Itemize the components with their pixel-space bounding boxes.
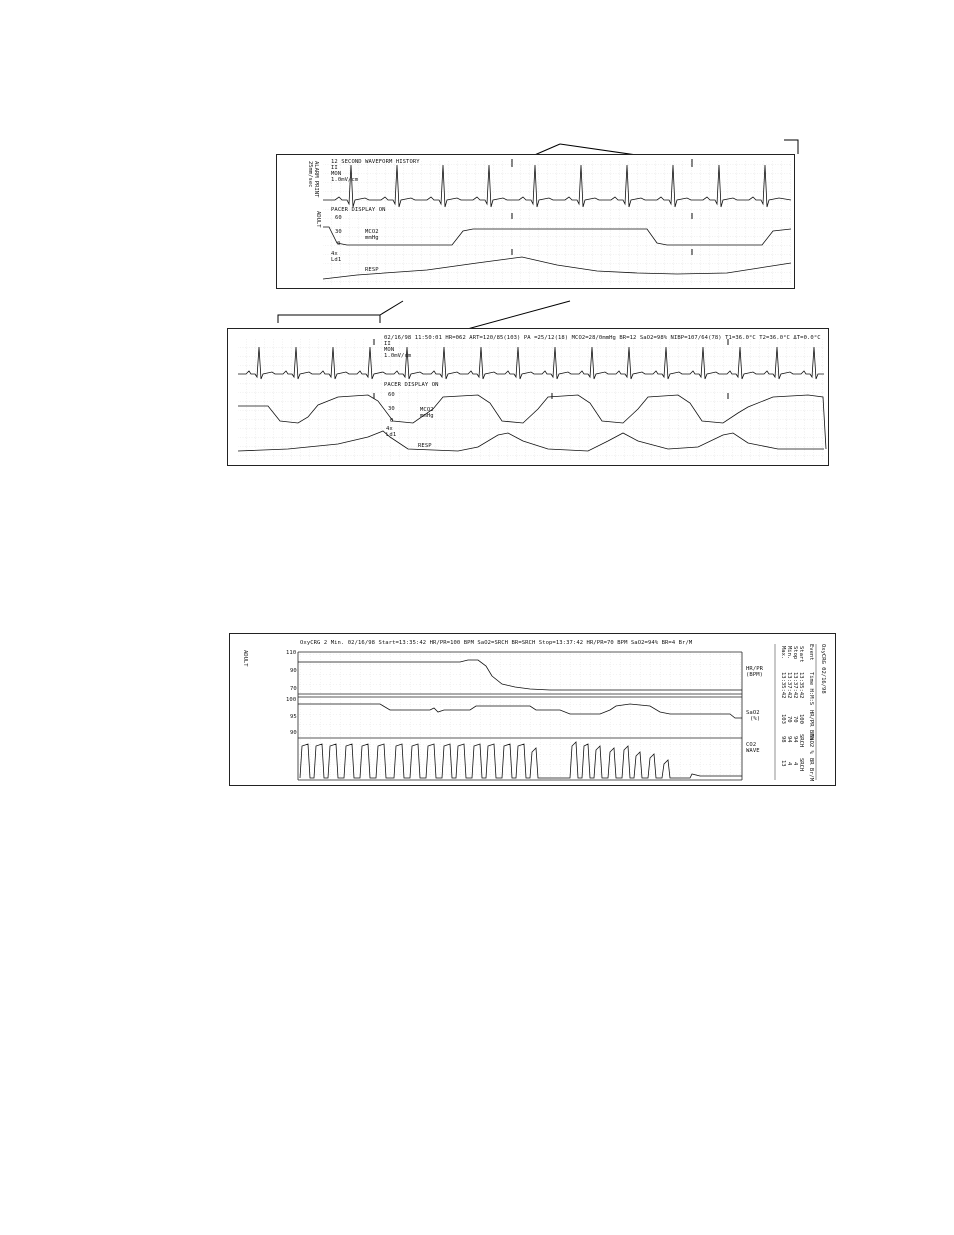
strip3-hr-unit: (BPM): [746, 672, 764, 678]
strip2-resp-name: RESP: [418, 443, 432, 449]
strip3-row-min-event: Min.: [786, 646, 792, 660]
strip3-co2-label: CO2: [746, 742, 757, 748]
strip3-row-stop-time: 13:37:42: [792, 672, 798, 699]
strip1-side-label: ALARM PRINT: [313, 161, 319, 198]
strip3-hr-tick-70: 70: [290, 686, 297, 692]
strip3-co2-unit: WAVE: [746, 748, 760, 754]
strip1-grid: [277, 155, 794, 288]
strip2-co2-tick-60: 60: [388, 392, 395, 398]
strip3-row-start-event: Start: [798, 646, 804, 663]
strip3-spo2-tick-90: 90: [290, 730, 297, 736]
waveform-history-strip: [276, 154, 795, 289]
strip2-header: 02/16/98 11:50:01 HR=062 ART=120/85(103) PA =25/12(18) MCO2=28/0mmHg BR=12 SaO2=98% NIBP=107/64(78) T1=36.0°C T2=36.0°C ΔT=0.0°C: [384, 335, 821, 341]
strip3-col-time: Time H:M:S: [808, 672, 814, 706]
strip3-row-max-spo2: 98: [780, 736, 786, 743]
strip3-col-event: Event: [808, 644, 814, 661]
strip2-mode: MON: [384, 347, 395, 353]
strip1-lead: II: [331, 165, 338, 171]
strip3-row-max-br: 13: [780, 760, 786, 767]
strip3-spo2-tick-100: 100: [286, 697, 297, 703]
strip3-row-min-br: 4: [786, 762, 792, 766]
strip2-co2-tick-0: 0: [390, 418, 394, 424]
strip3-row-max-hr: 103: [780, 714, 786, 724]
strip3-row-max-event: Max.: [780, 646, 786, 660]
strip2-co2-tick-30: 30: [388, 406, 395, 412]
strip3-row-min-spo2: 94: [786, 736, 792, 743]
strip1-title: 12 SECOND WAVEFORM HISTORY: [331, 159, 420, 165]
strip3-row-stop-spo2: 94: [792, 736, 798, 743]
strip2-co2-unit: mmHg: [420, 413, 434, 419]
strip1-co2-tick-30: 30: [335, 229, 342, 235]
strip3-row-start-hr: 100: [798, 714, 804, 724]
strip2-co2-name: MCO2: [420, 407, 434, 413]
strip1-co2-unit: mmHg: [365, 235, 379, 241]
strip3-row-stop-hr: 70: [792, 716, 798, 723]
strip1-resp-scale: 4x: [331, 251, 338, 257]
strip3-col-spo2: SaO2 %: [808, 734, 814, 754]
strip1-scale: 1.0mV/cm: [331, 177, 359, 183]
strip2-grid: [228, 329, 828, 465]
strip3-table-title: OxyCRG 02/16/98: [820, 644, 826, 694]
strip3-side-patient: ADULT: [242, 650, 248, 667]
strip3-row-start-time: 13:35:42: [798, 672, 804, 699]
strip2-resp-scale: 4x: [386, 426, 393, 432]
strip3-grid: [230, 634, 835, 785]
strip3-row-stop-br: 4: [792, 762, 798, 766]
strip3-hr-label: HR/PR: [746, 666, 764, 672]
strip2-lead: II: [384, 341, 391, 347]
strip3-row-min-hr: 70: [786, 716, 792, 723]
strip1-side-patient: ADULT: [315, 211, 321, 228]
strip3-row-max-time: 13:35:42: [780, 672, 786, 699]
strip3-spo2-tick-95: 95: [290, 714, 297, 720]
strip3-header: OxyCRG 2 Min. 02/16/98 Start=13:35:42 HR/PR=100 BPM SaO2=SRCH BR=SRCH Stop=13:37:42 HR/PR=70 BPM SaO2=94% BR=4 Br/M: [300, 640, 693, 646]
strip3-spo2-label: SaO2: [746, 710, 760, 716]
strip2-scale: 1.0mV/cm: [384, 353, 412, 359]
strip1-mode: MON: [331, 171, 342, 177]
strip3-col-br: BR Br/M: [808, 758, 814, 782]
strip3-col-hr: HR/PR BPM: [808, 710, 814, 740]
strip1-side-speed: 25mm/sec: [307, 161, 313, 188]
strip3-hr-tick-90: 90: [290, 668, 297, 674]
strip1-co2-tick-60: 60: [335, 215, 342, 221]
strip3-spo2-unit: (%): [750, 716, 761, 722]
strip2-pacer: PACER DISPLAY ON: [384, 382, 439, 388]
strip3-hr-tick-110: 110: [286, 650, 297, 656]
strip1-co2-name: MCO2: [365, 229, 379, 235]
oxycrg-strip: [229, 633, 836, 786]
strip3-row-start-spo2: SRCH: [798, 734, 804, 748]
strip2-resp-lead: Ld1: [386, 432, 397, 438]
strip3-row-min-time: 13:37:42: [786, 672, 792, 699]
strip3-row-start-br: SRCH: [798, 758, 804, 772]
realtime-record-strip: [227, 328, 829, 466]
strip1-resp-lead: Ld1: [331, 257, 342, 263]
strip3-row-stop-event: Stop: [792, 646, 798, 660]
strip1-co2-tick-0: 0: [337, 241, 341, 247]
strip1-pacer: PACER DISPLAY ON: [331, 207, 386, 213]
strip1-resp-name: RESP: [365, 267, 379, 273]
